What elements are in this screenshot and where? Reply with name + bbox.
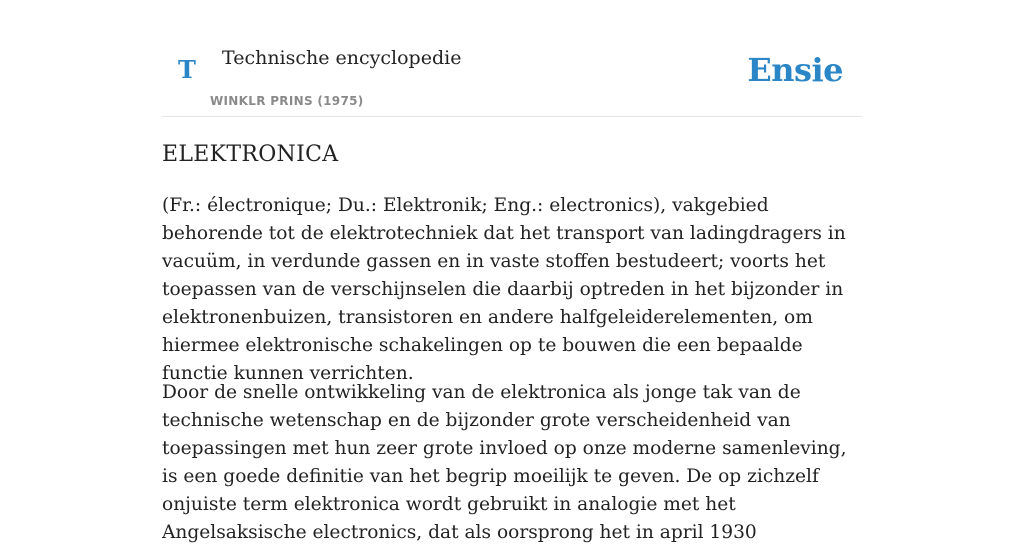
brand-logo[interactable]: Ensie bbox=[747, 51, 843, 89]
source-subtitle: WINKLR PRINS (1975) bbox=[210, 94, 364, 108]
entry-paragraph-1: (Fr.: électronique; Du.: Elektronik; Eng.: electronics), vakgebied behorende tot de elektrotechniek dat het transport van ladingdragers in vacuüm, in verdunde gassen en in vaste stoffen bestudeert; voorts het toepassen van de verschijnselen die daarbij optreden in het bijzonder in elektronenbuizen, transistoren en andere halfgeleiderelementen, om hiermee elektronische schakelingen op te bouwen die een bepaalde functie kunnen verrichten. bbox=[162, 195, 846, 384]
entry-paragraph-2: Door de snelle ontwikkeling van de elektronica als jonge tak van de technische wetenschap en de bijzonder grote verscheidenheid van toepassingen met hun zeer grote invloed op onze moderne samenleving, is een goede definitie van het begrip moeilijk te geven. De op zichzelf onjuiste term elektronica wordt gebruikt in analogie met het Angelsaksische electronics, dat als oorsprong het in april 1930 bbox=[162, 382, 847, 543]
site-title-link[interactable]: Technische encyclopedie bbox=[222, 47, 462, 69]
page bbox=[162, 0, 862, 543]
category-logo[interactable]: T bbox=[178, 55, 196, 84]
site-header bbox=[162, 0, 862, 117]
entry-title: ELEKTRONICA bbox=[162, 142, 339, 167]
